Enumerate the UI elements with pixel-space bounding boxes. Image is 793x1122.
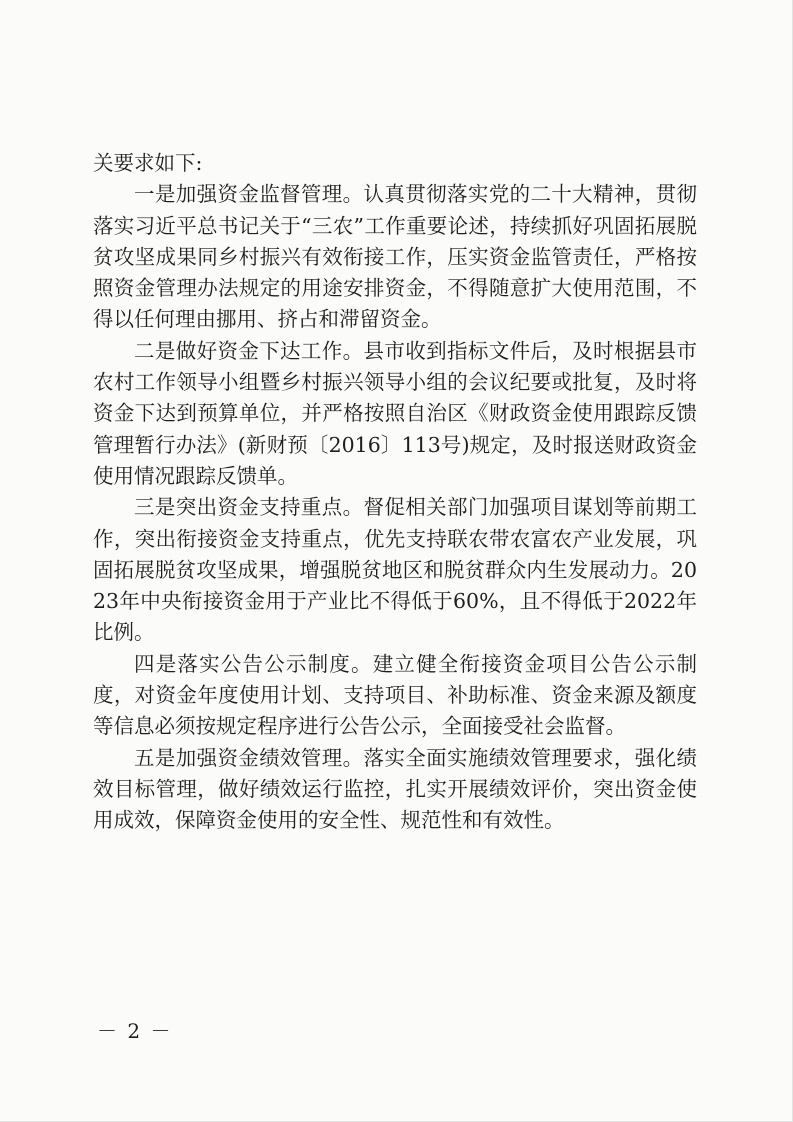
paragraph-item-2: 二是做好资金下达工作。县市收到指标文件后，及时根据县市农村工作领导小组暨乡村振兴领导小组的会议纪要或批复，及时将资金下达到预算单位，并严格按照自治区《财政资金使用跟踪反馈管理暂行办法》(新财预〔2016〕113号)规定，及时报送财政资金使用情况跟踪反馈单。 xyxy=(93,338,697,488)
page-number: － 2 － xyxy=(97,1019,173,1043)
paragraph-intro: 关要求如下: xyxy=(93,151,203,175)
paragraph-item-5: 五是加强资金绩效管理。落实全面实施绩效管理要求，强化绩效目标管理，做好绩效运行监控，扎实开展绩效评价，突出资金使用成效，保障资金使用的安全性、规范性和有效性。 xyxy=(93,745,697,833)
paragraph-item-1: 一是加强资金监督管理。认真贯彻落实党的二十大精神，贯彻落实习近平总书记关于“三农”工作重要论述，持续抓好巩固拓展脱贫攻坚成果同乡村振兴有效衔接工作，压实资金监管责任，严格按照资金管理办法规定的用途安排资金，不得随意扩大使用范围，不得以任何理由挪用、挤占和滞留资金。 xyxy=(93,182,697,332)
paragraph-item-3: 三是突出资金支持重点。督促相关部门加强项目谋划等前期工作，突出衔接资金支持重点，优先支持联农带农富农产业发展，巩固拓展脱贫攻坚成果，增强脱贫地区和脱贫群众内生发展动力。2023年中央衔接资金用于产业比不得低于60%，且不得低于2022年比例。 xyxy=(93,495,697,645)
paragraph-item-4: 四是落实公告公示制度。建立健全衔接资金项目公告公示制度，对资金年度使用计划、支持项目、补助标准、资金来源及额度等信息必须按规定程序进行公告公示，全面接受社会监督。 xyxy=(93,651,697,739)
document-body xyxy=(93,148,697,837)
